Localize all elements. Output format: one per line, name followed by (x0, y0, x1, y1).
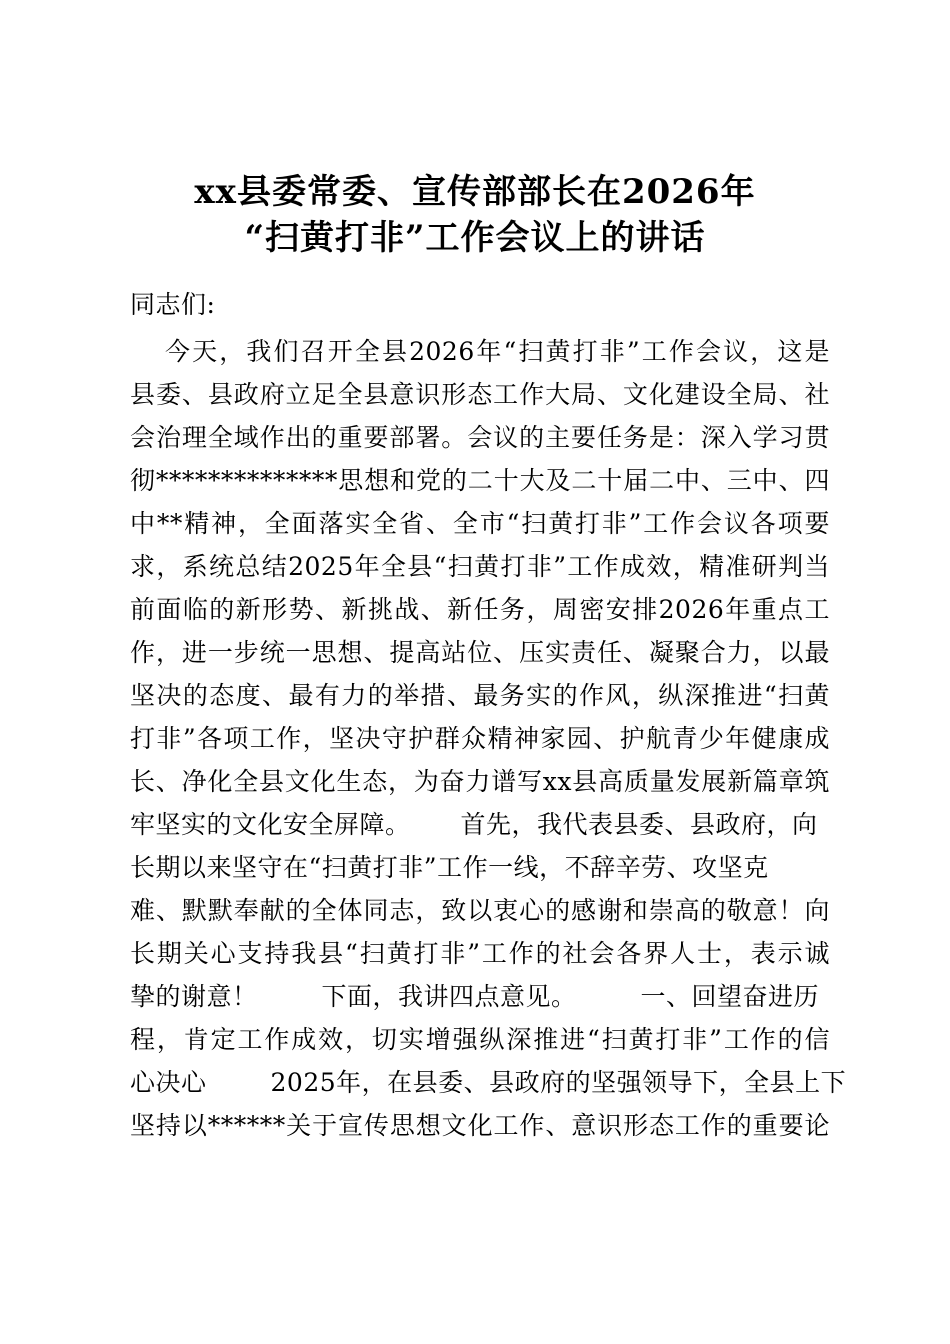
body-line-9: 坚决的态度、最有力的举措、最务实的作风，纵深推进“扫黄 (130, 681, 830, 710)
body-line-15: 长期关心支持我县“扫黄打非”工作的社会各界人士，表示诚 (130, 939, 830, 968)
body-line-16 (130, 980, 830, 1014)
body-line-1: 今天，我们召开全县2026年“扫黄打非”工作会议，这是 (165, 337, 830, 366)
salutation: 同志们: (130, 290, 216, 319)
body-line-16-part-a: 挚的谢意！ (130, 982, 258, 1011)
document-title-line-2: “扫黄打非”工作会议上的讲话 (244, 218, 706, 258)
body-line-6: 求，系统总结2025年全县“扫黄打非”工作成效，精准研判当 (130, 552, 830, 581)
body-line-11: 长、净化全县文化生态，为奋力谱写xx县高质量发展新篇章筑 (130, 767, 830, 796)
body-line-3: 会治理全域作出的重要部署。会议的主要任务是：深入学习贯 (130, 423, 830, 452)
body-line-18-part-a: 心决心 (130, 1068, 207, 1097)
body-line-7: 前面临的新形势、新挑战、新任务，周密安排2026年重点工 (130, 595, 830, 624)
body-line-2: 县委、县政府立足全县意识形态工作大局、文化建设全局、社 (130, 380, 830, 409)
body-line-4: 彻**************思想和党的二十大及二十届二中、三中、四 (130, 466, 830, 495)
body-line-14: 难、默默奉献的全体同志，致以衷心的感谢和崇高的敬意！向 (130, 896, 830, 925)
body-line-18-part-b: 2025年，在县委、县政府的坚强领导下，全县上下 (270, 1068, 847, 1097)
body-line-16-part-c: 一、回望奋进历 (640, 982, 820, 1011)
body-line-12-part-b: 首先，我代表县委、县政府，向 (460, 810, 818, 839)
body-line-17: 程，肯定工作成效，切实增强纵深推进“扫黄打非”工作的信 (130, 1025, 830, 1054)
body-line-16-part-b: 下面，我讲四点意见。 (321, 982, 577, 1011)
body-line-12 (130, 808, 830, 842)
body-line-8: 作，进一步统一思想、提高站位、压实责任、凝聚合力，以最 (130, 638, 830, 667)
document-title-line-1: xx县委常委、宣传部部长在2026年 (194, 172, 756, 212)
body-line-19: 坚持以******关于宣传思想文化工作、意识形态工作的重要论 (130, 1111, 830, 1140)
body-line-13: 长期以来坚守在“扫黄打非”工作一线，不辞辛劳、攻坚克 (130, 853, 769, 882)
body-line-12-part-a: 牢坚实的文化安全屏障。 (130, 810, 411, 839)
body-line-18 (130, 1066, 847, 1100)
body-line-5: 中**精神，全面落实全省、全市“扫黄打非”工作会议各项要 (130, 509, 830, 538)
body-line-10: 打非”各项工作，坚决守护群众精神家园、护航青少年健康成 (130, 724, 830, 753)
